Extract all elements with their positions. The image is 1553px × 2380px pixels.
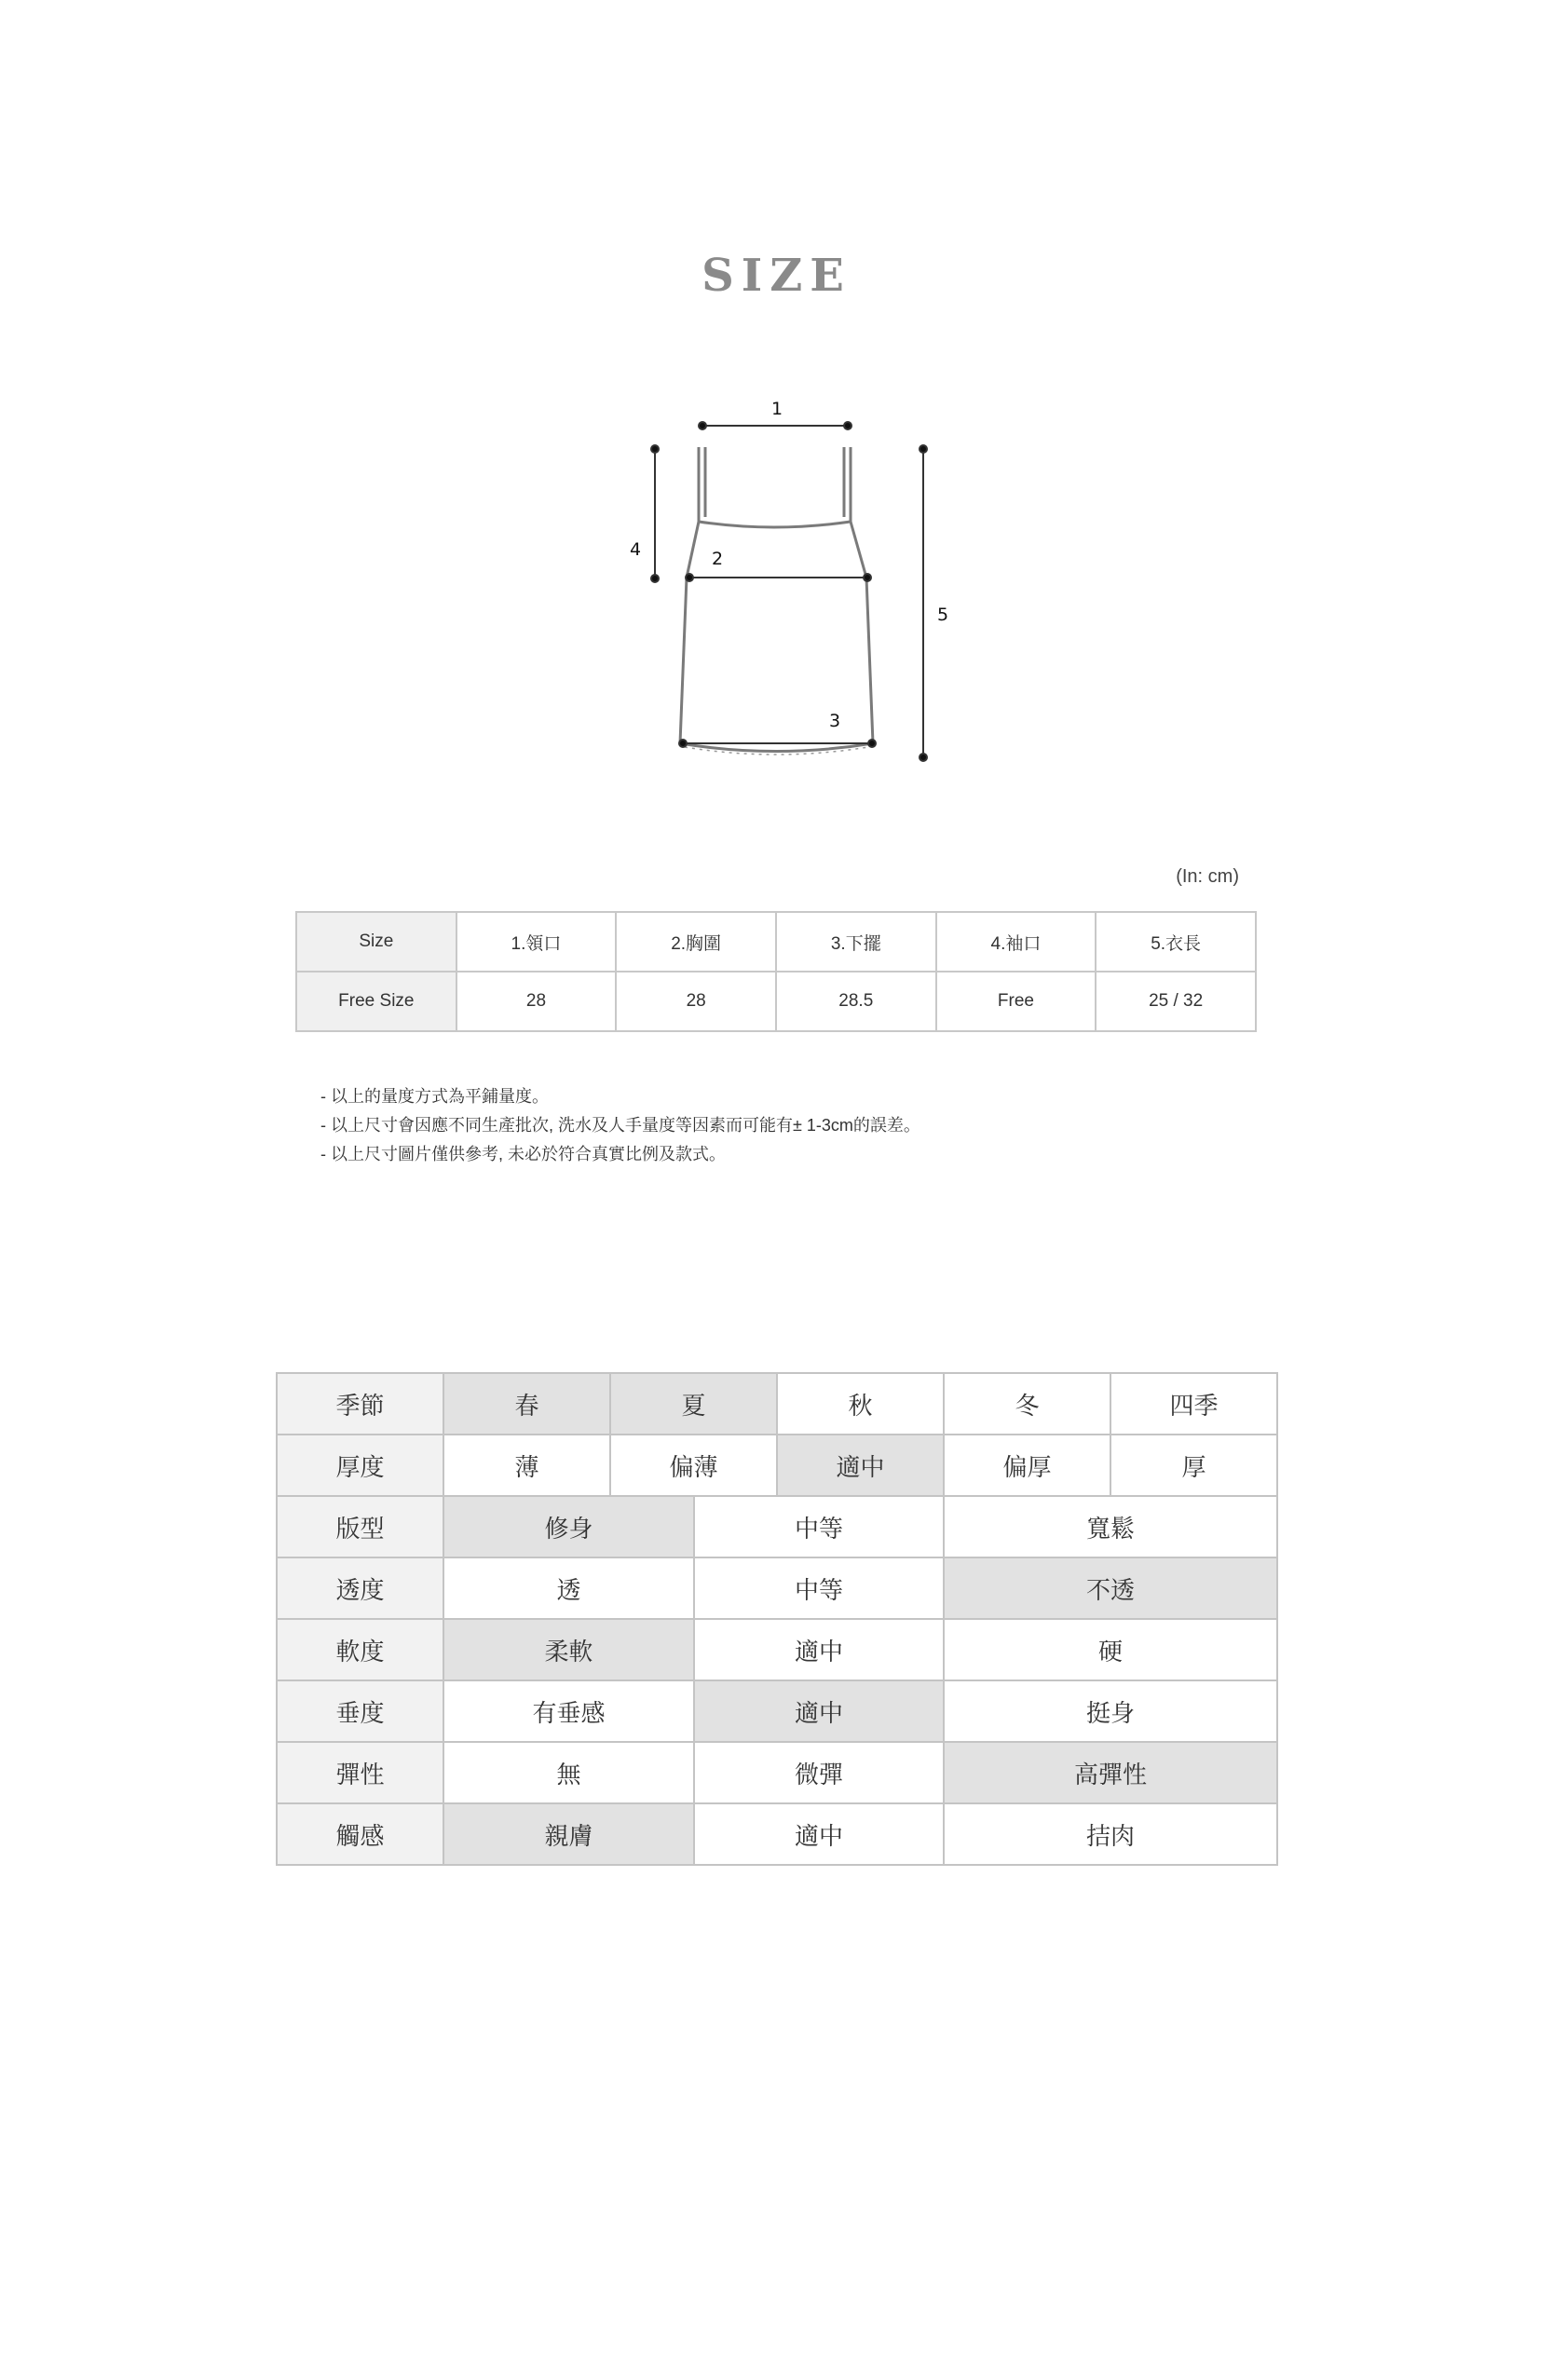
attr-row-touch — [277, 1803, 1277, 1865]
size-table — [295, 911, 1257, 1032]
size-table-row — [296, 972, 1256, 1031]
attr-label: 垂度 — [277, 1680, 443, 1742]
attr-option: 四季 — [1110, 1373, 1277, 1435]
size-cell: 28 — [616, 972, 776, 1031]
attr-option: 冬 — [944, 1373, 1110, 1435]
attr-option: 微彈 — [694, 1742, 944, 1803]
size-cell: Free Size — [296, 972, 456, 1031]
size-header: 5.衣長 — [1096, 912, 1256, 972]
attr-option: 硬 — [944, 1619, 1277, 1680]
attr-option: 無 — [443, 1742, 694, 1803]
attr-option: 中等 — [694, 1557, 944, 1619]
left-strap — [699, 447, 705, 522]
measure-label-4: 4 — [630, 539, 642, 560]
attr-option: 偏薄 — [610, 1435, 777, 1496]
attr-option: 春 — [443, 1373, 610, 1435]
measure-label-5: 5 — [937, 605, 949, 625]
attr-option: 修身 — [443, 1496, 694, 1557]
size-header: 3.下擺 — [776, 912, 936, 972]
size-cell: 25 / 32 — [1096, 972, 1256, 1031]
attr-label: 季節 — [277, 1373, 443, 1435]
attr-option: 薄 — [443, 1435, 610, 1496]
attr-option: 適中 — [694, 1803, 944, 1865]
bodice-right — [851, 522, 866, 578]
attr-label: 透度 — [277, 1557, 443, 1619]
attr-row-drape — [277, 1680, 1277, 1742]
attr-option: 夏 — [610, 1373, 777, 1435]
neckline — [699, 522, 851, 527]
size-cell: 28 — [456, 972, 617, 1031]
attr-option: 挺身 — [944, 1680, 1277, 1742]
unit-label: (In: cm) — [1176, 866, 1239, 887]
bodice-left — [687, 522, 699, 578]
measure-label-2: 2 — [712, 549, 724, 569]
size-header: 4.袖口 — [936, 912, 1097, 972]
attr-row-thickness — [277, 1435, 1277, 1496]
fabric-attribute-table — [276, 1372, 1278, 1866]
attr-option: 拮肉 — [944, 1803, 1277, 1865]
notes — [320, 1082, 920, 1169]
body-outline — [680, 578, 873, 743]
size-header: 1.領口 — [456, 912, 617, 972]
attr-label: 厚度 — [277, 1435, 443, 1496]
size-header: Size — [296, 912, 456, 972]
attr-row-season — [277, 1373, 1277, 1435]
attr-option: 適中 — [694, 1619, 944, 1680]
attr-row-transparency — [277, 1557, 1277, 1619]
attr-label: 版型 — [277, 1496, 443, 1557]
attr-option: 有垂感 — [443, 1680, 694, 1742]
size-header: 2.胸圍 — [616, 912, 776, 972]
attr-option: 厚 — [1110, 1435, 1277, 1496]
attr-label: 觸感 — [277, 1803, 443, 1865]
size-table-header-row — [296, 912, 1256, 972]
attr-option: 秋 — [777, 1373, 944, 1435]
size-cell: Free — [936, 972, 1097, 1031]
note-line: - 以上尺寸圖片僅供參考, 未必於符合真實比例及款式。 — [320, 1145, 726, 1163]
attr-option: 透 — [443, 1557, 694, 1619]
note-line: - 以上的量度方式為平鋪量度。 — [320, 1087, 549, 1106]
garment-diagram — [596, 382, 969, 773]
right-strap — [844, 447, 851, 522]
measure-label-3: 3 — [829, 711, 841, 731]
attr-option: 柔軟 — [443, 1619, 694, 1680]
size-cell: 28.5 — [776, 972, 936, 1031]
attr-row-elasticity — [277, 1742, 1277, 1803]
measure-label-1: 1 — [771, 399, 783, 419]
attr-option: 親膚 — [443, 1803, 694, 1865]
attr-option: 中等 — [694, 1496, 944, 1557]
attr-row-fit — [277, 1496, 1277, 1557]
note-line: - 以上尺寸會因應不同生產批次, 洗水及人手量度等因素而可能有± 1-3cm的誤差。 — [320, 1116, 920, 1135]
attr-option: 寬鬆 — [944, 1496, 1277, 1557]
attr-option: 適中 — [694, 1680, 944, 1742]
attr-option: 適中 — [777, 1435, 944, 1496]
attr-option: 不透 — [944, 1557, 1277, 1619]
attr-option: 偏厚 — [944, 1435, 1110, 1496]
attr-label: 軟度 — [277, 1619, 443, 1680]
attr-label: 彈性 — [277, 1742, 443, 1803]
attr-option: 高彈性 — [944, 1742, 1277, 1803]
attr-row-softness — [277, 1619, 1277, 1680]
page-title: SIZE — [702, 250, 851, 302]
